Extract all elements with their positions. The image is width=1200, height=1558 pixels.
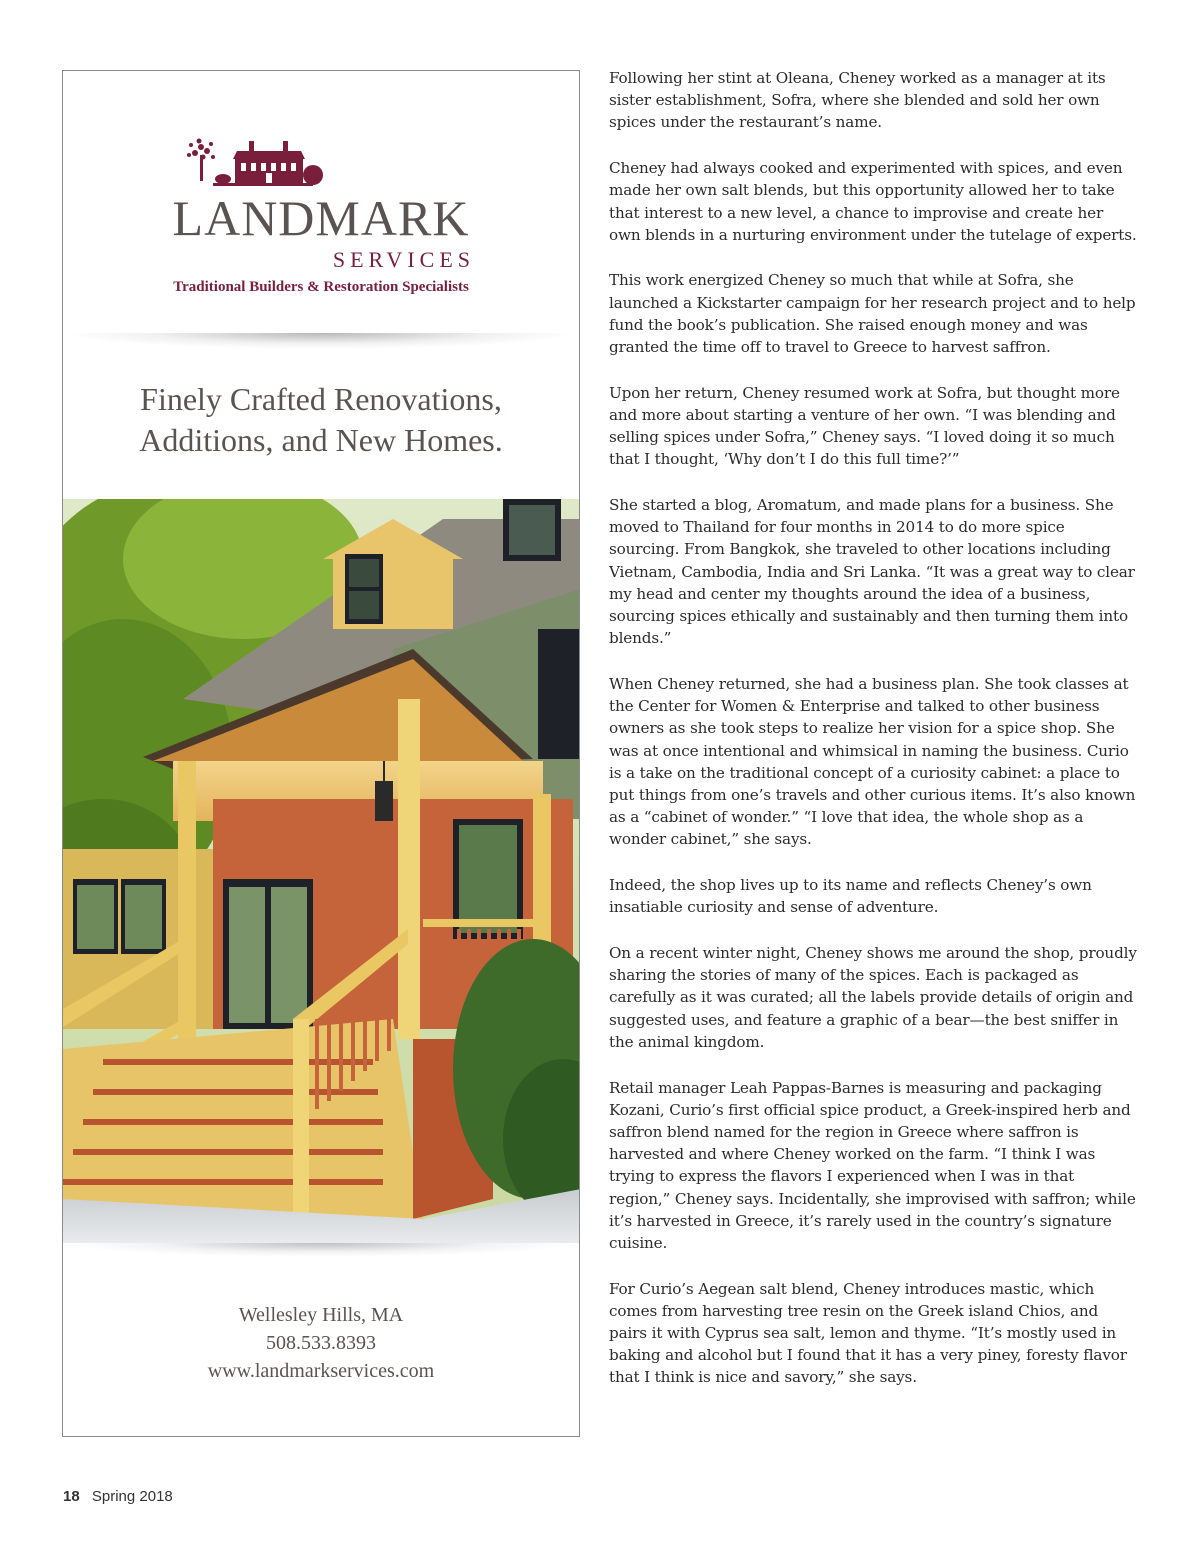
article-paragraph: Upon her return, Cheney resumed work at Sofra, but thought more and more about starting a venture of her own. “I was blending and selling spices under Sofra,” Cheney says. “I loved doing it so much that I thought, ‘Why don’t I do this full time?’” [609,383,1120,469]
house-porch-photo [63,499,580,1243]
page-number: 18 [63,1488,80,1505]
article-paragraph: She started a blog, Aromatum, and made plans for a business. She moved to Thailand for four months in 2014 to do more spice sourcing. From Bangkok, she traveled to other locations including Vietnam, Cambodia, India and Sri Lanka. “It was a great way to clear my head and center my thoughts around the idea of a business, sourcing spices ethically and sustainably and then turning them into blends.” [609,496,1135,648]
ad-headline-line-1: Finely Crafted Renovations, [140,381,502,417]
article-paragraph: Indeed, the shop lives up to its name and reflects Cheney’s own insatiable curiosity and sense of adventure. [609,876,1092,917]
ad-headline [63,379,579,461]
brand-name: LANDMARK [172,190,470,246]
article-paragraph: When Cheney returned, she had a business plan. She took classes at the Center for Women & Enterprise and talked to other business owners as she took steps to realize her vision for a spice shop. She was at once intentional and whimsical in naming the business. Curio is a take on the traditional concept of a curiosity cabinet: a place to put things from one’s travels and other curious items. It’s also known as a “cabinet of wonder.” “I love that idea, the whole shop as a wonder cabinet,” she says. [609,674,1136,849]
article-paragraph: For Curio’s Aegean salt blend, Cheney introduces mastic, which comes from harvesting tree resin on the Greek island Chios, and pairs it with Cyprus sea salt, lemon and thyme. “It’s mostly used in baking and alcohol but I found that it has a very piney, foresty flavor that I think is nice and savory,” she says. [609,1279,1127,1387]
landmark-advertisement [62,70,580,1437]
article-paragraph: Cheney had always cooked and experimented with spices, and even made her own salt blends, but this opportunity allowed her to take that interest to a new level, a chance to improvise and create her own blends in a nurturing environment under the tutelage of experts. [609,159,1137,244]
article-paragraph: Following her stint at Oleana, Cheney worked as a manager at its sister establishment, Sofra, where she blended and sold her own spices under the restaurant’s name. [609,69,1106,132]
brand-tagline: Traditional Builders & Restoration Specialists [173,279,469,295]
article-body [609,67,1139,1412]
article-paragraph: This work energized Cheney so much that while at Sofra, she launched a Kickstarter campaign for her research project and to help fund the book’s publication. She raised enough money and was granted the time off to travel to Greece to harvest saffron. [609,271,1136,357]
landmark-house-logo-icon [183,133,323,193]
ad-phone: 508.533.8393 [266,1332,376,1354]
article-paragraph: On a recent winter night, Cheney shows me around the shop, proudly sharing the stories of many of the spices. Each is packaged as carefully as it was curated; all the labels provide details of origin and suggested uses, and feature a graphic of a bear—the best sniffer in the animal kingdom. [609,944,1137,1051]
ad-headline-line-2: Additions, and New Homes. [139,422,503,458]
brand-subtitle: SERVICES [332,247,475,272]
ad-location: Wellesley Hills, MA [238,1304,404,1326]
ad-website-link[interactable]: www.landmarkservices.com [207,1360,435,1382]
photo-shadow [63,1243,579,1257]
issue-label: Spring 2018 [91,1488,173,1505]
page-footer [63,1488,173,1505]
divider-shadow [63,333,579,349]
ad-contact [63,1301,579,1385]
article-paragraph: Retail manager Leah Pappas-Barnes is measuring and packaging Kozani, Curio’s first official spice product, a Greek-inspired herb and saffron blend named for the region in Greece where saffron is harvested and where Cheney worked on the farm. “I think I was trying to express the flavors I experienced when I was in that region,” Cheney says. Incidentally, she improvised with saffron; while it’s harvested in Greece, it’s rarely used in the country’s signature cuisine. [609,1078,1136,1252]
